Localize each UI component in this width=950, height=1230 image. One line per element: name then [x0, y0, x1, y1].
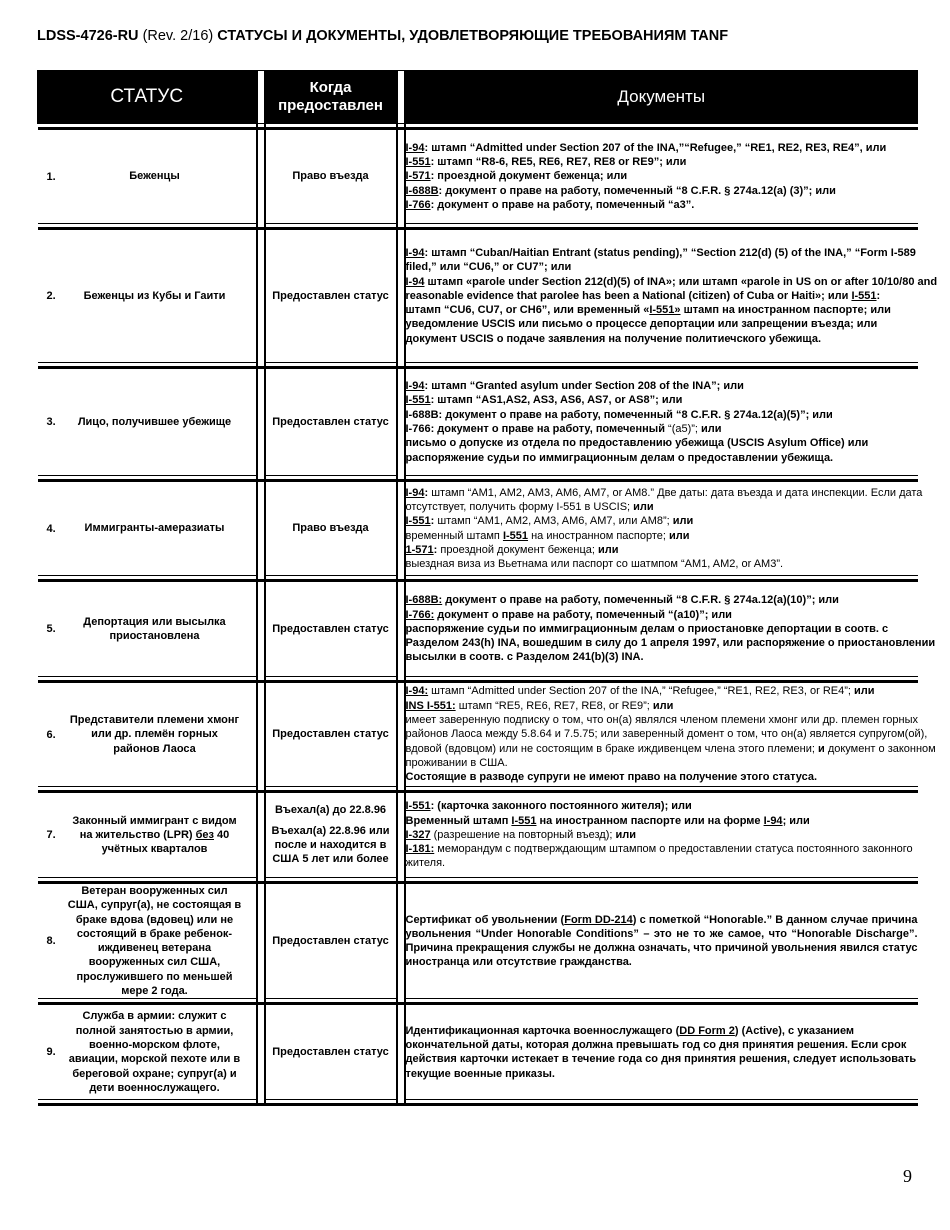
document-line	[406, 699, 918, 713]
row-divider	[257, 1100, 265, 1105]
document-paragraph	[406, 913, 918, 970]
row-number: 1.	[46, 170, 56, 183]
row-number: 9.	[46, 1046, 56, 1059]
document-line	[406, 593, 918, 607]
document-form-code: I-94:	[405, 685, 429, 698]
document-form-code: I-94	[405, 275, 425, 288]
document-form-code: I-181:	[405, 843, 435, 856]
document-text: меморандум с подтверждающим штампом о предоставлении статуса постоянного законного	[434, 843, 913, 856]
when-granted-cell: Предоставлен статус	[265, 883, 397, 999]
document-text: Идентификационная карточка военнослужащего (	[405, 1024, 680, 1037]
document-text: штамп “Admitted under Section 207 of the INA,” “Refugee,” “RE1, RE2, RE3, or RE4”;	[428, 685, 855, 698]
document-text: или	[598, 543, 619, 556]
documents-cell	[405, 481, 923, 576]
document-form-code: I-94	[405, 380, 425, 393]
column-header-status: СТАТУС	[38, 71, 257, 124]
documents-cell	[405, 368, 918, 476]
document-text: вдовой (вдовцом) или не состоящим в браке иждивенцем члена этого племени;	[405, 742, 818, 755]
column-header-when-line1: Когда	[309, 79, 352, 96]
document-line	[406, 799, 918, 813]
document-text: проживании в США.	[405, 756, 508, 769]
column-divider	[257, 1004, 265, 1100]
status-documents-table	[37, 70, 938, 1106]
document-line	[406, 514, 918, 528]
document-form-code: I-551	[405, 156, 431, 169]
document-line	[406, 408, 918, 422]
status-cell	[38, 883, 257, 999]
status-cell	[38, 581, 257, 677]
document-text: штамп “AM1, AM2, AM3, AM6, AM7, or AM8.” Две даты: дата въезда и дата инспекции. Если дата	[431, 486, 923, 499]
when-granted-cell: Предоставлен статус	[265, 682, 397, 787]
document-form-code: I-551»	[649, 304, 681, 317]
document-text: :	[424, 486, 432, 499]
document-text: штамп “RE5, RE6, RE7, RE8, or RE9”;	[455, 699, 653, 712]
document-line	[406, 303, 918, 317]
document-line	[406, 1052, 918, 1066]
document-line	[405, 275, 938, 289]
document-form-code: Form DD-214	[564, 913, 633, 926]
document-text: или	[615, 828, 637, 841]
document-text: или	[669, 529, 690, 542]
document-text: Временный штамп	[405, 814, 512, 827]
status-cell	[38, 792, 257, 878]
document-text: : штамп “Granted asylum under Section 208 of the INA”; или	[424, 380, 744, 393]
document-line	[406, 332, 918, 346]
document-text: ) с пометкой “Honorable.” В данном случае причина увольнения “Under Honorable Conditions” – это не то же самое, что “Honorable Discharge”. Причина прекращения службы не должна означать, что причиной увольнения явился статус иностранца или отсутствие гражданства.	[405, 913, 918, 969]
column-header-when	[265, 71, 397, 124]
column-header-when-line2: предоставлен	[278, 97, 383, 114]
document-text: “(a5)”;	[668, 423, 698, 435]
row-divider	[265, 1100, 397, 1105]
document-line	[406, 393, 918, 407]
row-number: 3.	[46, 415, 56, 428]
row-number: 6.	[46, 728, 56, 741]
document-line	[406, 1067, 918, 1081]
documents-cell	[405, 229, 938, 363]
when-granted-line: Въехал(а) 22.8.96 или после и находится в США 5 лет или более	[271, 824, 390, 866]
when-granted-cell: Предоставлен статус	[265, 368, 397, 476]
status-label: Беженцы из Кубы и Гаити	[83, 289, 226, 302]
document-form-code: I-327	[405, 828, 431, 841]
document-line	[406, 529, 918, 543]
column-divider	[257, 229, 265, 363]
document-text: : штамп “R8-6, RE5, RE6, RE7, RE8 or RE9”; или	[430, 156, 687, 169]
document-text: выездная виза из Вьетнама или паспорт со шатмпом “AM1, AM2, or AM3”.	[405, 558, 784, 571]
table-row	[38, 883, 918, 999]
document-text: или	[697, 423, 722, 435]
document-form-code: I-571	[405, 170, 431, 183]
row-number: 4.	[46, 522, 56, 535]
document-text: :	[430, 515, 438, 528]
column-divider	[257, 368, 265, 476]
document-line	[406, 260, 918, 274]
table-row	[38, 1004, 918, 1100]
document-text: документ о праве на работу, помеченный “8 C.F.R. § 274a.12(a)(10)”; или	[442, 594, 839, 607]
document-form-code: I-94	[405, 141, 425, 154]
when-granted-cell: Предоставлен статус	[265, 1004, 397, 1100]
form-revision: (Rev. 2/16)	[142, 28, 214, 44]
column-divider	[257, 682, 265, 787]
document-text: : документ о праве на работу, помеченный “8 C.F.R. § 274a.12(a) (3)”; или	[438, 184, 836, 197]
row-divider	[405, 1100, 918, 1105]
document-text: Разделом 243(h) INA, вошедшим в силу до 1 апреля 1997, или распоряжение о приостановлении	[405, 637, 936, 650]
document-form-code: I-551	[405, 394, 431, 407]
status-label: Законный иммигрант с видом на жительство (LPR) без 40 учётных кварталов	[72, 814, 237, 856]
status-cell	[38, 1004, 257, 1100]
status-label: Депортация или высылка приостановлена	[83, 615, 226, 642]
when-granted-line: Въехал(а) до 22.8.96	[274, 804, 387, 817]
document-form-code: I-688B:	[405, 594, 443, 607]
status-label: Иммигранты-амеразиаты	[84, 522, 225, 535]
document-text: жителя.	[405, 857, 446, 870]
document-form-code: I-551	[851, 289, 877, 302]
document-text: уведомление USCIS или письмо о процессе депортации или запрещении въезда; или	[405, 318, 878, 331]
document-text: окончательной даты, которая должна превышать год со дня принятия решения. Если срок	[405, 1039, 907, 1052]
when-granted-cell: Предоставлен статус	[265, 581, 397, 677]
document-form-code: I-94	[405, 246, 425, 259]
status-cell	[38, 229, 257, 363]
document-text: районов Лаоса между 5.8.64 и 7.5.75; или заверенный домент о том, что он(а) является супругом(ой),	[405, 728, 928, 741]
document-line	[406, 756, 918, 770]
document-text: штамп “AM1, AM2, AM3, AM6, AM7, или AM8”;	[437, 515, 673, 528]
row-number: 8.	[46, 935, 56, 948]
document-line	[405, 742, 936, 756]
document-text: : проездной документ беженца; или	[430, 170, 628, 183]
status-label: Представители племени хмонг или др. племён горных районов Лаоса	[69, 714, 240, 755]
document-line	[406, 289, 918, 303]
document-form-code: I-94	[405, 486, 425, 499]
document-line	[406, 198, 918, 212]
row-number: 7.	[46, 828, 56, 841]
document-form-code: I-551	[511, 814, 537, 827]
document-text: : штамп “Cuban/Haitian Entrant (status pending),” “Section 212(d) (5) of the INA,” “Form I-589	[424, 246, 916, 259]
document-text: :	[433, 543, 441, 556]
document-text: (разрешение на повторный въезд);	[430, 828, 616, 841]
document-text: ) (Active), с указанием	[734, 1024, 855, 1037]
column-divider	[397, 229, 405, 363]
when-granted-cell: Право въезда	[265, 481, 397, 576]
document-form-code: I-551	[502, 529, 529, 542]
column-divider	[397, 71, 405, 124]
page-header	[37, 28, 728, 44]
document-text: reasonable evidence that parolee has been a National (citizen) of Cuba or Haiti»; или	[405, 289, 852, 302]
document-text: filed,” или “CU6,” or CU7”; или	[405, 261, 572, 274]
column-divider	[397, 1004, 405, 1100]
document-text: I-688B: документ о праве на работу, помеченный “8 C.F.R. § 274a.12(a)(5)”; или	[405, 408, 833, 421]
column-divider	[257, 481, 265, 576]
document-line	[406, 828, 918, 842]
column-divider	[257, 581, 265, 677]
column-divider	[397, 368, 405, 476]
document-line	[405, 636, 936, 650]
column-divider	[257, 792, 265, 878]
documents-cell	[405, 682, 936, 787]
document-line	[406, 1024, 918, 1038]
document-line	[406, 246, 918, 260]
document-text: : штамп “AS1,AS2, AS3, AS6, AS7, or AS8”; или	[430, 394, 683, 407]
document-line	[406, 184, 918, 198]
document-line	[406, 650, 918, 664]
column-divider	[397, 129, 405, 224]
when-granted-cell: Право въезда	[265, 129, 397, 224]
status-label: Ветеран вооруженных сил США, супруг(а), не состоящая в браке вдова (вдовец) или не состоящий в браке ребенок-иждивенец ветерана вооруженных сил США, прослужившего по меньшей мере 2 года.	[67, 885, 242, 998]
status-label: Служба в армии: служит с полной занятостью в армии, военно-морском флоте, авиации, морской пехоте или в береговой охране; супруг(а) и дети военнослужащего.	[68, 1010, 241, 1094]
row-number: 5.	[46, 622, 56, 635]
document-line	[406, 379, 918, 393]
status-cell	[38, 481, 257, 576]
document-form-code: I-94	[763, 814, 783, 827]
table-row	[38, 581, 918, 677]
document-line	[405, 486, 923, 500]
document-line	[406, 500, 918, 514]
document-text: действия карточки истекает в течение года со дня принятия решения, следует использовать	[405, 1053, 917, 1066]
table-row	[38, 682, 918, 787]
document-text: или	[672, 515, 694, 528]
document-text: : (карточка законного постоянного жителя); или	[430, 800, 692, 813]
document-text: I-766: документ о праве на работу, помеченный	[405, 423, 669, 435]
document-text: штамп “CU6, CU7, or CH6”, или временный «	[405, 304, 650, 317]
document-line	[406, 842, 918, 856]
document-text: документ о праве на работу, помеченный “(a10)”; или	[434, 608, 732, 621]
document-text: : документ о праве на работу, помеченный “a3”.	[430, 198, 695, 211]
document-text: документ USCIS о подаче заявления на получение политиечского убежища.	[405, 332, 822, 345]
document-line	[406, 155, 918, 169]
table-row	[38, 481, 918, 576]
document-line	[406, 856, 918, 870]
document-line	[406, 608, 918, 622]
document-line	[406, 451, 918, 465]
document-form-code: I-766:	[405, 608, 435, 621]
document-text: высылки в соотв. с Разделом 241(b)(3) INA.	[405, 651, 644, 664]
document-text: отсутствует, получить форму I-551 в USCIS;	[405, 500, 634, 513]
document-line	[406, 317, 918, 331]
column-divider	[257, 71, 265, 124]
table-row	[38, 229, 918, 363]
document-line	[406, 622, 918, 636]
document-text: текущие военные приказы.	[405, 1067, 555, 1080]
document-text: распоряжение судьи по иммиграционным делам о предоставлении убежища.	[405, 451, 834, 464]
documents-cell	[405, 792, 918, 878]
document-text: документ о законном	[824, 742, 936, 755]
row-divider	[397, 1100, 405, 1105]
document-form-code: 1-571	[405, 543, 434, 556]
document-text: Сертификат об увольнении (	[405, 913, 565, 926]
document-line	[406, 422, 918, 436]
document-line	[406, 169, 918, 183]
document-text: штамп на иностранном паспорте; или	[680, 304, 891, 317]
row-number: 2.	[46, 289, 56, 302]
document-line	[406, 814, 918, 828]
table-row	[38, 792, 918, 878]
document-text: временный штамп	[405, 529, 503, 542]
document-text: : штамп “Admitted under Section 207 of the INA,”“Refugee,” “RE1, RE2, RE3, RE4”, или	[424, 141, 887, 154]
document-text: на иностранном паспорте или на форме	[536, 814, 764, 827]
documents-cell	[405, 129, 918, 224]
document-line	[406, 557, 918, 571]
document-text: Состоящие в разводе супруги не имеют право на получение этого статуса.	[405, 771, 818, 784]
document-text: штамп «parole under Section 212(d)(5) of INA»; или штамп «parole in US on or after 10/10/80 and	[424, 275, 938, 288]
when-granted-cell	[265, 792, 397, 878]
document-text: или	[633, 500, 654, 513]
documents-cell	[405, 581, 936, 677]
status-cell	[38, 129, 257, 224]
page-title: СТАТУСЫ И ДОКУМЕНТЫ, УДОВЛЕТВОРЯЮЩИЕ ТРЕБОВАНИЯМ TANF	[217, 28, 729, 44]
document-text: имеет заверенную подписку о том, что он(а) являлся членом племени хмонг или др. племен горных	[405, 714, 919, 727]
document-text: :	[876, 289, 881, 302]
row-divider	[38, 1100, 257, 1105]
status-cell	[38, 368, 257, 476]
document-text: письмо о допуске из отдела по предоставлению убежища (USCIS Asylum Office) или	[405, 437, 869, 450]
status-label: Беженцы	[129, 170, 180, 183]
document-line	[406, 713, 918, 727]
document-text: на иностранном паспорте;	[528, 529, 670, 542]
status-emphasis: без	[195, 828, 214, 841]
table-row	[38, 129, 918, 224]
document-text: распоряжение судьи по иммиграционным делам о приостановке депортации в соотв. с	[405, 622, 889, 635]
status-label: Лицо, получившее убежище	[77, 415, 232, 428]
column-divider	[257, 129, 265, 224]
form-code: LDSS-4726-RU	[37, 28, 139, 44]
column-divider	[397, 481, 405, 576]
column-divider	[397, 883, 405, 999]
table-row	[38, 368, 918, 476]
document-form-code: I-551	[405, 800, 431, 813]
document-text: ; или	[782, 814, 810, 827]
column-divider	[257, 883, 265, 999]
document-form-code: I-688B	[405, 184, 439, 197]
document-line	[406, 141, 918, 155]
when-granted-cell: Предоставлен статус	[265, 229, 397, 363]
document-text: или	[652, 699, 674, 712]
document-form-code: INS I-551:	[405, 699, 456, 712]
column-divider	[397, 682, 405, 787]
column-divider	[397, 581, 405, 677]
document-text: проездной документ беженца;	[440, 543, 599, 556]
document-line	[406, 770, 918, 784]
document-text: и	[818, 742, 825, 755]
status-cell	[38, 682, 257, 787]
document-line	[406, 543, 918, 557]
documents-cell	[405, 883, 918, 999]
document-form-code: I-766	[405, 198, 431, 211]
document-line	[405, 727, 928, 741]
document-form-code: DD Form 2	[679, 1024, 735, 1037]
document-line	[406, 684, 918, 698]
document-line	[406, 436, 918, 450]
documents-cell	[405, 1004, 918, 1100]
column-divider	[397, 792, 405, 878]
document-form-code: I-551	[405, 515, 431, 528]
document-line	[406, 1038, 918, 1052]
column-header-docs: Документы	[405, 71, 918, 124]
page-number: 9	[903, 1166, 912, 1186]
document-text: или	[854, 685, 875, 698]
